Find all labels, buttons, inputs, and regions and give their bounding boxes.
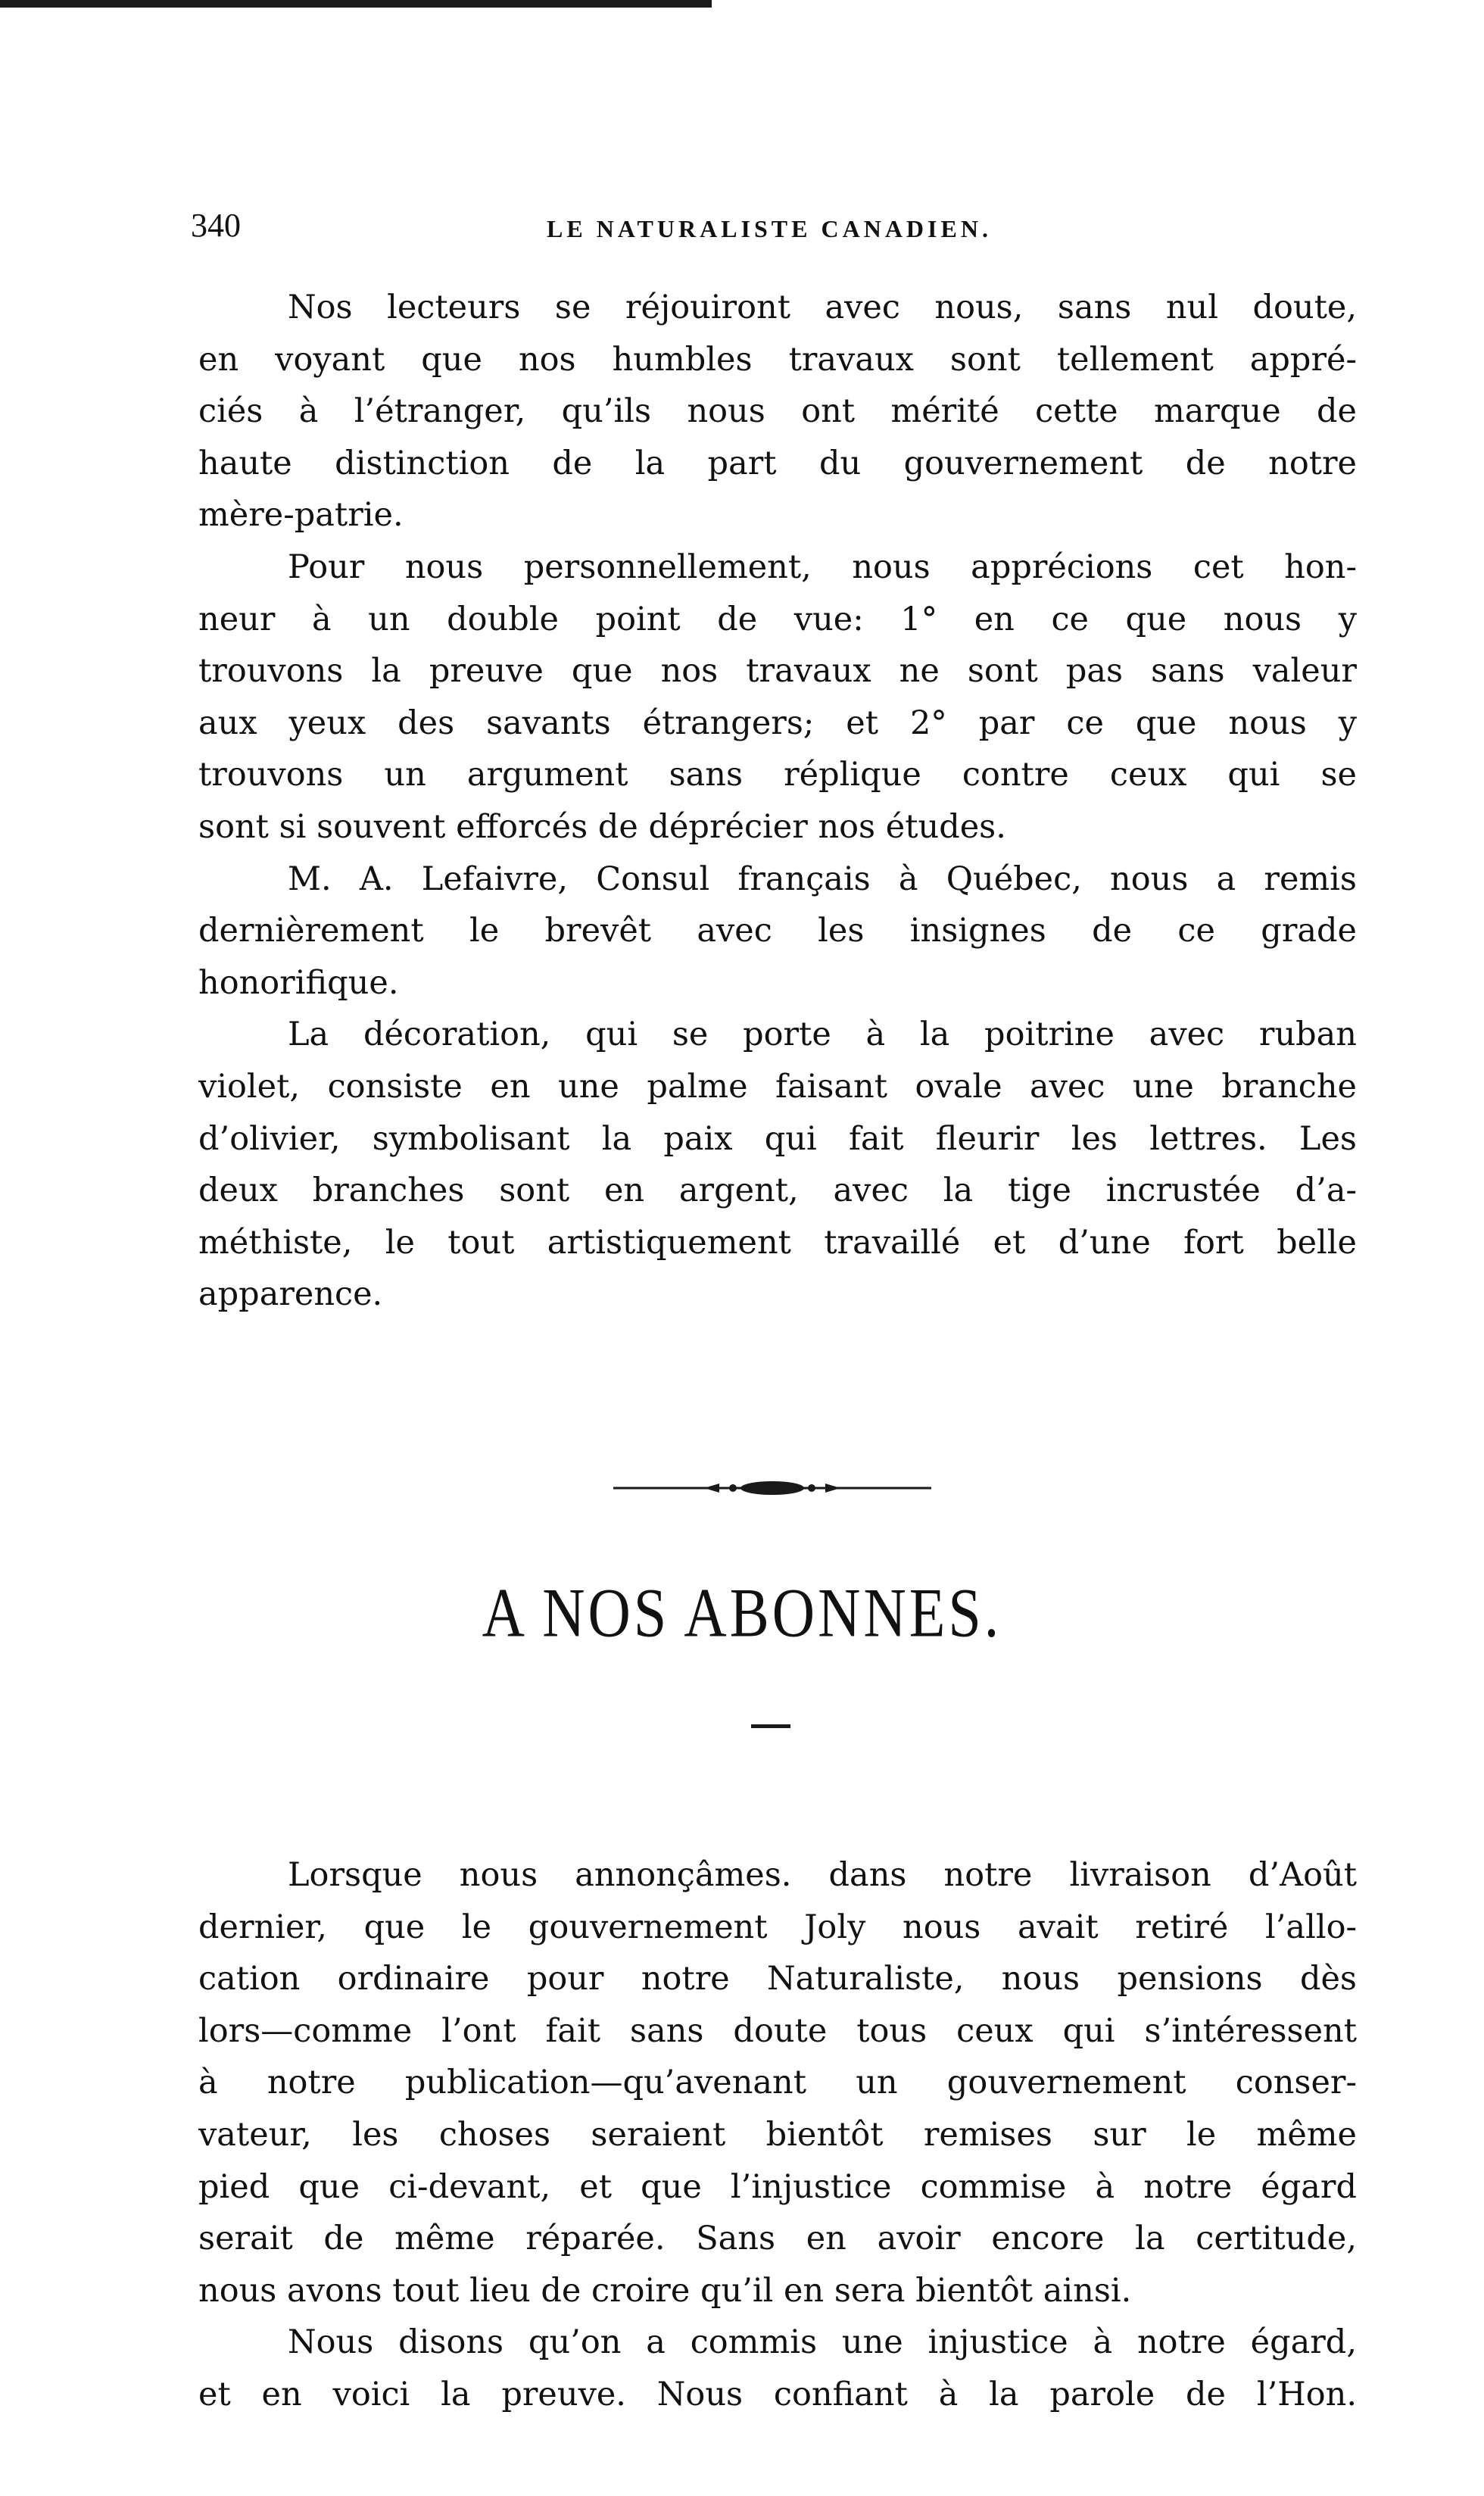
- text-line: deux branches sont en argent, avec la tige incrustée d’a-: [198, 1172, 1357, 1210]
- section-2-body: [198, 1849, 1357, 2421]
- text-line: La décoration, qui se porte à la poitrine avec ruban: [288, 1016, 1357, 1054]
- text-line: Nos lecteurs se réjouiront avec nous, sans nul doute,: [288, 289, 1357, 326]
- text-line: Pour nous personnellement, nous apprécions cet hon-: [288, 548, 1357, 586]
- paragraph: [198, 1849, 1357, 2317]
- text-line: ciés à l’étranger, qu’ils nous ont mérité cette marque de: [198, 392, 1357, 431]
- text-line: apparence.: [198, 1275, 383, 1314]
- section-1-body: [198, 282, 1357, 1321]
- text-line: aux yeux des savants étrangers; et 2° par ce que nous y: [198, 704, 1357, 742]
- text-line: nous avons tout lieu de croire qu’il en sera bientôt ainsi.: [198, 2271, 1132, 2310]
- running-title: LE NATURALISTE CANADIEN.: [547, 215, 992, 242]
- text-line: en voyant que nos humbles travaux sont tellement appré-: [198, 340, 1357, 379]
- text-line: vateur, les choses seraient bientôt remises sur le même: [198, 2115, 1357, 2154]
- text-line: sont si souvent efforcés de déprécier nos études.: [198, 807, 1006, 846]
- text-line: méthiste, le tout artistiquement travaillé et d’une fort belle: [198, 1223, 1357, 1262]
- text-line: cation ordinaire pour notre Naturaliste, nous pensions dès: [198, 1960, 1357, 1998]
- text-line: neur à un double point de vue: 1° en ce que nous y: [198, 600, 1357, 638]
- paragraph: [198, 282, 1357, 541]
- text-line: dernièrement le brevêt avec les insignes de ce grade: [198, 912, 1357, 950]
- text-line: d’olivier, symbolisant la paix qui fait fleurir les lettres. Les: [198, 1119, 1357, 1158]
- text-line: à notre publication—qu’avenant un gouvernement conser-: [198, 2064, 1357, 2102]
- top-rule: [0, 0, 712, 8]
- title-dash: [751, 1724, 790, 1728]
- ornament-divider: [613, 1477, 931, 1499]
- text-line: violet, consiste en une palme faisant ovale avec une branche: [198, 1067, 1357, 1106]
- text-line: mère-patrie.: [198, 496, 404, 535]
- section-title: A NOS ABONNES.: [482, 1574, 1002, 1652]
- paragraph: [198, 853, 1357, 1009]
- page-header: [191, 203, 1311, 248]
- text-line: haute distinction de la part du gouvernement de notre: [198, 444, 1357, 482]
- paragraph: [198, 541, 1357, 853]
- text-line: pied que ci-devant, et que l’injustice commise à notre égard: [198, 2167, 1357, 2206]
- text-line: trouvons la preuve que nos travaux ne sont pas sans valeur: [198, 652, 1357, 691]
- text-line: et en voici la preuve. Nous confiant à la parole de l’Hon.: [198, 2375, 1357, 2413]
- page-number: 340: [191, 207, 241, 244]
- text-line: Lorsque nous annonçâmes. dans notre livraison d’Août: [288, 1856, 1357, 1894]
- text-line: dernier, que le gouvernement Joly nous avait retiré l’allo-: [198, 1908, 1357, 1946]
- paragraph: [198, 1009, 1357, 1321]
- text-line: serait de même réparée. Sans en avoir encore la certitude,: [198, 2220, 1357, 2258]
- text-line: Nous disons qu’on a commis une injustice à notre égard,: [288, 2323, 1357, 2362]
- text-line: M. A. Lefaivre, Consul français à Québec, nous a remis: [288, 860, 1357, 898]
- text-line: trouvons un argument sans réplique contre ceux qui se: [198, 756, 1357, 794]
- text-line: lors—comme l’ont fait sans doute tous ceux qui s’intéressent: [198, 2011, 1357, 2050]
- text-line: honorifique.: [198, 963, 399, 1002]
- paragraph: [198, 2317, 1357, 2420]
